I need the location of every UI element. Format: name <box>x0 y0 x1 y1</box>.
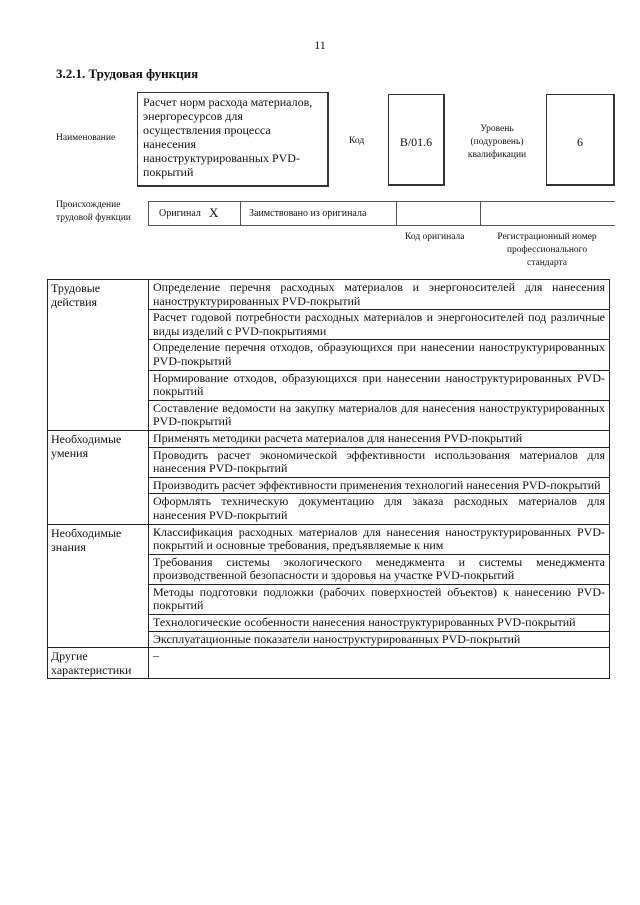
borrowed-label: Заимствовано из оригинала <box>249 208 367 219</box>
table-cell: Составление ведомости на закупку материалов для нанесения наноструктурированных PVD-покрытий <box>149 400 610 430</box>
table-cell: Определение перечня отходов, образующихся при нанесении наноструктурированных PVD-покрытий <box>149 340 610 370</box>
table-cell: Нормирование отходов, образующихся при нанесении наноструктурированных PVD-покрытий <box>149 370 610 400</box>
original-mark: X <box>209 205 219 220</box>
function-name-box: Расчет норм расхода материалов, энергоресурсов для осуществления процесса нанесения наноструктурированных PVD-покрытий <box>137 92 329 187</box>
section-heading-actions: Трудовые действия <box>48 280 149 431</box>
table-row <box>48 524 610 554</box>
table-cell: Определение перечня расходных материалов и энергоносителей для нанесения наноструктурированных PVD-покрытий <box>149 280 610 310</box>
table-row <box>48 648 610 679</box>
table-cell: Классификация расходных материалов для нанесения наноструктурированных PVD-покрытий и основные требования, предъявляемые к ним <box>149 524 610 554</box>
table-row <box>48 280 610 310</box>
table-cell: – <box>149 648 610 679</box>
section-heading-other: Другие характеристики <box>48 648 149 679</box>
level-value-box: 6 <box>546 94 615 186</box>
table-cell: Методы подготовки подложки (рабочих поверхностей объектов) к нанесению PVD-покрытий <box>149 584 610 614</box>
name-label: Наименование <box>56 133 116 143</box>
page-number: 11 <box>314 38 326 52</box>
code-original-caption: Код оригинала <box>405 232 465 242</box>
table-cell: Производить расчет эффективности применения технологий нанесения PVD-покрытий <box>149 477 610 494</box>
table-cell: Применять методики расчета материалов для нанесения PVD-покрытий <box>149 430 610 447</box>
section-heading-skills: Необходимые умения <box>48 430 149 524</box>
table-cell: Эксплуатационные показатели наноструктурированных PVD-покрытий <box>149 631 610 648</box>
original-cell <box>148 201 240 226</box>
section-title: 3.2.1. Трудовая функция <box>56 66 199 81</box>
table-row <box>48 430 610 447</box>
original-label: Оригинал <box>159 208 201 219</box>
reg-number-caption: Регистрационный номер профессионального стандарта <box>497 232 597 268</box>
reg-number-cell <box>480 201 615 226</box>
level-label: Уровень (подуровень) квалификации <box>467 124 527 160</box>
code-value-box: B/01.6 <box>388 94 445 186</box>
labor-function-table <box>47 279 610 679</box>
table-cell: Расчет годовой потребности расходных материалов и энергоносителей под различные виды изделий с PVD-покрытиями <box>149 310 610 340</box>
code-original-cell <box>397 201 480 226</box>
table-cell: Оформлять техническую документацию для заказа расходных материалов для нанесения PVD-покрытий <box>149 494 610 524</box>
origin-label: Происхождение трудовой функции <box>56 200 131 223</box>
table-cell: Требования системы экологического менеджмента и системы менеджмента производственной безопасности и здоровья на участке PVD-покрытий <box>149 554 610 584</box>
section-heading-knowledge: Необходимые знания <box>48 524 149 648</box>
table-cell: Технологические особенности нанесения наноструктурированных PVD-покрытий <box>149 615 610 632</box>
table-cell: Проводить расчет экономической эффективности использования материалов для нанесения PVD-покрытий <box>149 447 610 477</box>
borrowed-cell <box>240 201 397 226</box>
code-label: Код <box>349 136 365 146</box>
